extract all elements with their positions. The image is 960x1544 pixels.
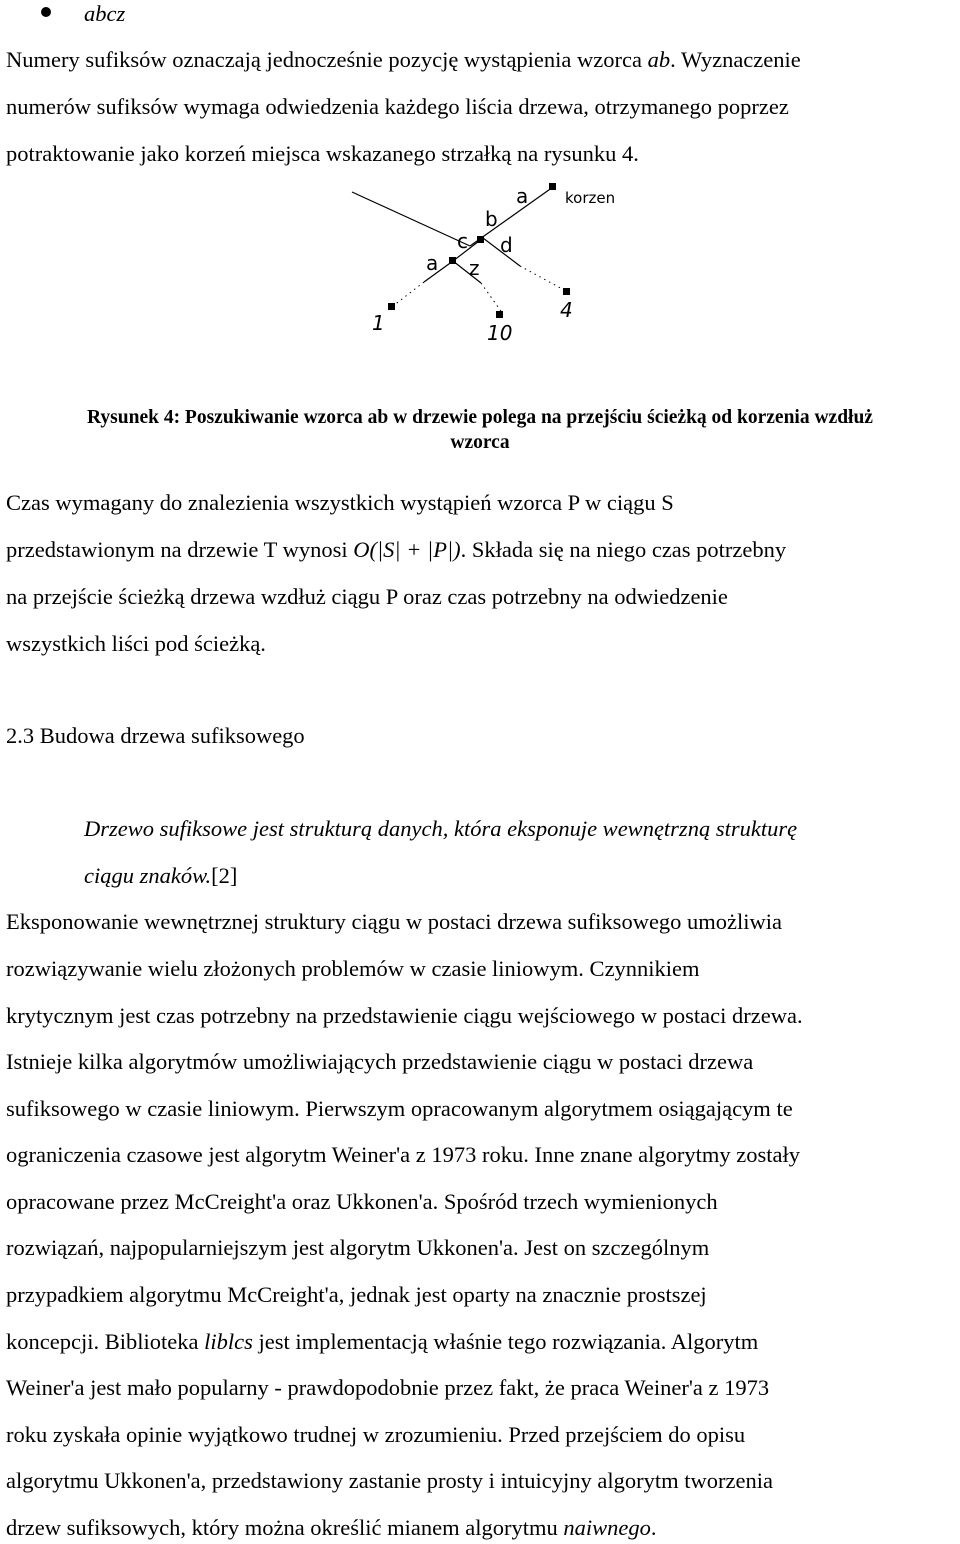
naive-term: naiwnego	[563, 1515, 651, 1540]
label-korzen: korzen	[565, 189, 616, 207]
suffix-tree-figure	[0, 180, 960, 350]
dotted-edge-leaf10	[481, 283, 503, 314]
para3-line13: algorytmu Ukkonen'a, przedstawiony zastanie prosty i intuicyjny algorytm tworzenia	[6, 1468, 773, 1493]
arrow-edge	[352, 192, 470, 246]
figure-caption-line1: Rysunek 4: Poszukiwanie wzorca ab w drzewie polega na przejściu ścieżką od korzenia wzdłuż	[87, 407, 873, 428]
para3-line11: Weiner'a jest mało popularny - prawdopodobnie przez fakt, że praca Weiner'a z 1973	[6, 1375, 770, 1400]
para3-line4: Istnieje kilka algorytmów umożliwiających przedstawienie ciągu w postaci drzewa	[6, 1049, 754, 1074]
pattern-ab: ab	[647, 47, 671, 72]
leaf-1-node	[388, 303, 395, 310]
para1-line3: potraktowanie jako korzeń miejsca wskazanego strzałką na rysunku 4.	[6, 141, 639, 166]
label-d: d	[500, 233, 513, 257]
bullet-item	[0, 2, 200, 30]
label-a: a	[426, 251, 439, 275]
para3-line3: krytycznym jest czas potrzebny na przedstawienie ciągu wejściowego w postaci drzewa.	[6, 1003, 803, 1028]
label-root-edge-a: a	[516, 184, 529, 208]
node-c	[449, 257, 456, 264]
para2-line3: na przejście ścieżką drzewa wzdłuż ciągu P oraz czas potrzebny na odwiedzenie	[6, 584, 728, 609]
label-z: z	[469, 256, 480, 280]
para3-line5: sufiksowego w czasie liniowym. Pierwszym opracowanym algorytmem osiągającym te	[6, 1096, 793, 1121]
para3-line2: rozwiązywanie wielu złożonych problemów w czasie liniowym. Czynnikiem	[6, 956, 700, 981]
figure-caption-line2: wzorca	[450, 432, 510, 453]
quote-line1: Drzewo sufiksowe jest strukturą danych, która eksponuje wewnętrzną strukturę	[84, 816, 798, 841]
para3-line1: Eksponowanie wewnętrznej struktury ciągu w postaci drzewa sufiksowego umożliwia	[6, 909, 783, 934]
para2-line1: Czas wymagany do znalezienia wszystkich wystąpień wzorca P w ciągu S	[6, 490, 674, 515]
complexity-formula: O(|S| + |P|)	[353, 537, 461, 562]
para3-line7: opracowane przez McCreight'a oraz Ukkonen'a. Spośród trzech wymienionych	[6, 1189, 718, 1214]
para3-line10: koncepcji. Biblioteka liblcs jest implementacją właśnie tego rozwiązania. Algorytm	[6, 1329, 759, 1354]
para1-line2: numerów sufiksów wymaga odwiedzenia każdego liścia drzewa, otrzymanego poprzez	[6, 94, 789, 119]
dotted-edge-leaf1	[393, 282, 424, 306]
leaf-4-node	[563, 288, 570, 295]
citation-ref: [2]	[211, 863, 238, 888]
para2-line2: przedstawionym na drzewie T wynosi O(|S| + |P|). Składa się na niego czas potrzebny	[6, 537, 787, 562]
para3-line6: ograniczenia czasowe jest algorytm Weiner'a z 1973 roku. Inne znane algorytmy zostały	[6, 1142, 801, 1167]
label-c: c	[457, 229, 468, 253]
bullet-text: abcz	[84, 1, 126, 26]
root-node	[549, 183, 556, 190]
dotted-edge-leaf4	[520, 266, 566, 291]
section-heading: 2.3 Budowa drzewa sufiksowego	[6, 723, 305, 748]
library-name: liblcs	[204, 1329, 253, 1354]
label-leaf-1: 1	[372, 311, 385, 335]
quote-line2: ciągu znaków.[2]	[84, 863, 238, 888]
label-leaf-4: 4	[560, 298, 573, 322]
leaf-10-node	[496, 311, 503, 318]
para2-line4: wszystkich liści pod ścieżką.	[6, 631, 266, 656]
bullet-dot	[41, 7, 51, 17]
para3-line12: roku zyskała opinie wyjątkowo trudnej w zrozumieniu. Przed przejściem do opisu	[6, 1422, 746, 1447]
label-leaf-10: 10	[487, 321, 513, 345]
para1-line1: Numery sufiksów oznaczają jednocześnie pozycję wystąpienia wzorca ab. Wyznaczenie	[6, 47, 801, 72]
label-b: b	[485, 207, 498, 231]
para3-line8: rozwiązań, najpopularniejszym jest algorytm Ukkonen'a. Jest on szczególnym	[6, 1235, 710, 1260]
para3-line14: drzew sufiksowych, który można określić mianem algorytmu naiwnego.	[6, 1515, 657, 1540]
para3-line9: przypadkiem algorytmu McCreight'a, jednak jest oparty na znacznie prostszej	[6, 1282, 707, 1307]
node-b	[477, 236, 484, 243]
